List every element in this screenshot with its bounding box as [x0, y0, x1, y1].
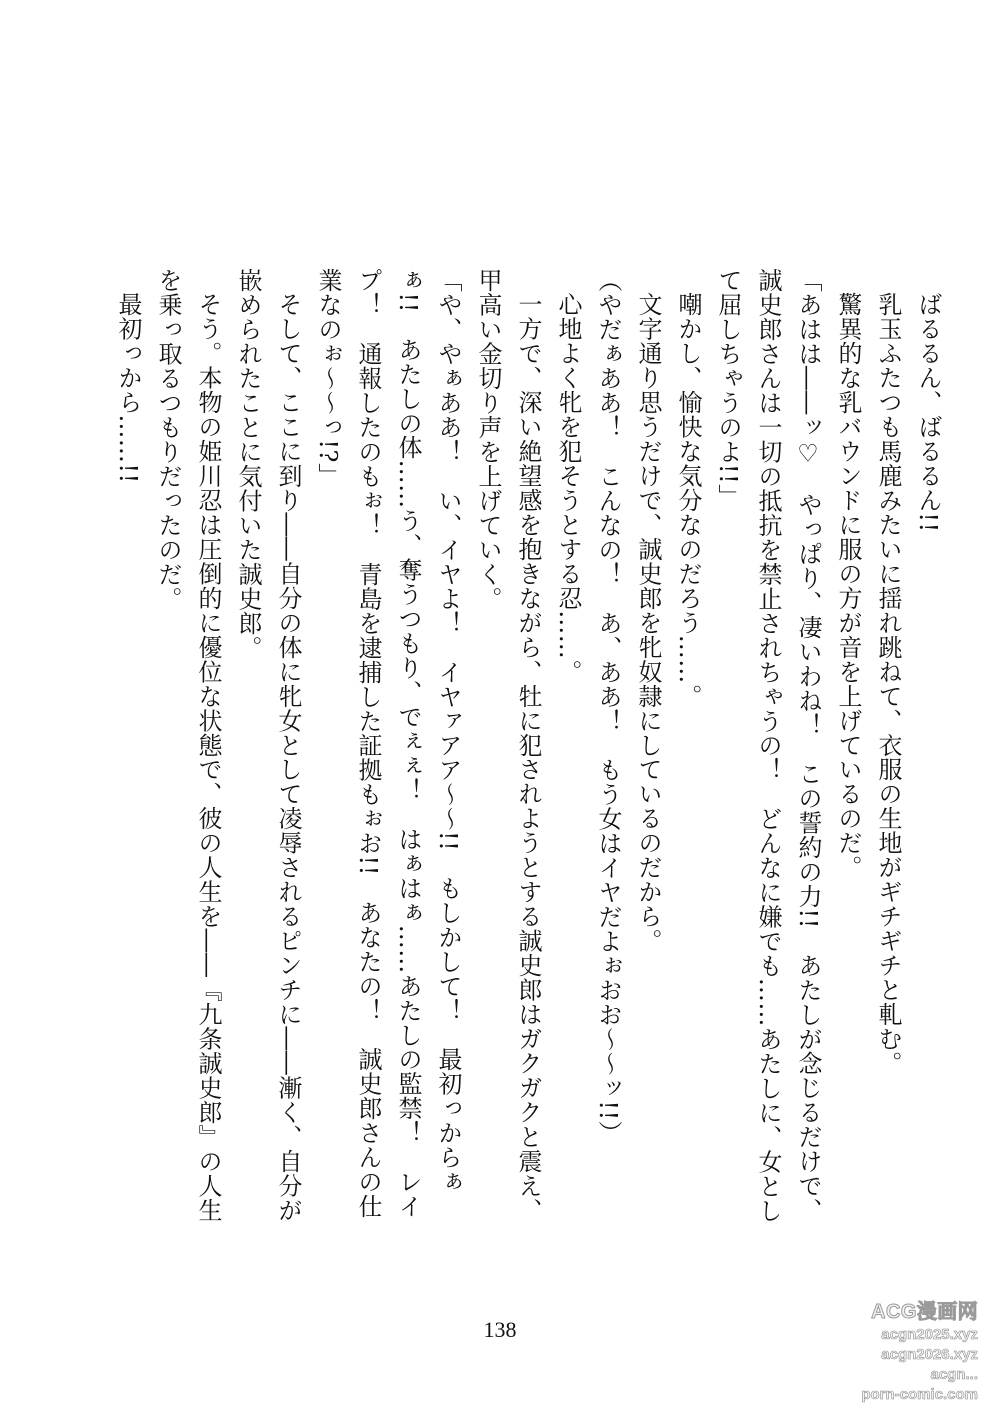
paragraph: 最初っから……!! — [114, 292, 142, 484]
paragraph: そして、ここに到り――自分の体に牝女として凌辱されるピンチに――漸く、自分が嵌められたことに気付いた誠史郎。 — [234, 268, 302, 1223]
dialogue-paragraph: （やだぁああ！ こんなの！ あ、ああ！ もう女はイヤだよぉおお～～ッ!!） — [594, 268, 622, 1146]
watermark-logo: ACG漫画网 — [871, 1301, 978, 1323]
paragraph: 嘲かし、愉快な気分なのだろう……。 — [674, 292, 702, 709]
site-watermark — [778, 1300, 978, 1404]
paragraph: 驚異的な乳バウンドに服の方が音を上げているのだ。 — [834, 292, 862, 880]
watermark-line: acgn2025.xyz — [881, 1326, 978, 1343]
vertical-text-body — [114, 268, 948, 1238]
paragraph: 一方で、深い絶望感を抱きながら、牡に犯されようとする誠史郎はガクガクと震え、甲高い金切り声を上げていく。 — [474, 268, 542, 1223]
page-number: 138 — [483, 1317, 517, 1342]
paragraph: 乳玉ふたつも馬鹿みたいに揺れ跳ねて、衣服の生地がギチギチと軋む。 — [874, 292, 902, 1076]
watermark-line: porn-comic.com — [861, 1386, 978, 1403]
paragraph: ばるるん、ばるるん!! — [914, 292, 942, 533]
paragraph: 文字通り思うだけで、誠史郎を牝奴隷にしているのだから。 — [634, 292, 662, 953]
paragraph: 心地よく牝を犯そうとする忍……。 — [554, 292, 582, 684]
watermark-line: acgn... — [930, 1366, 978, 1383]
dialogue-paragraph: 「あはは――ッ♡ やっぱり、凄いわね！ この誓約の力!! あたしが念じるだけで、誠史郎さんは一切の抵抗を禁止されちゃうの！ どんなに嫌でも……あたしに、女として屈しちゃうのよ!!」 — [714, 268, 822, 1223]
watermark-line: acgn2026.xyz — [881, 1346, 978, 1363]
paragraph: そう。本物の姫川忍は圧倒的に優位な状態で、彼の人生を――『九条誠史郎』の人生を乗っ取るつもりだったのだ。 — [154, 268, 222, 1223]
dialogue-paragraph: 「や、やぁああ！ い、イヤよ！ イヤァアア～～!! もしかして！ 最初っからぁぁ!! あたしの体……う、奪うつもり、でぇぇ！ はぁはぁ……あたしの監禁！ レイプ！ 通報したのもぉ！ 青島を逮捕した証拠もぉお!! あなたの！ 誠史郎さんの仕業なのぉ～～っ!?」 — [314, 268, 462, 1219]
